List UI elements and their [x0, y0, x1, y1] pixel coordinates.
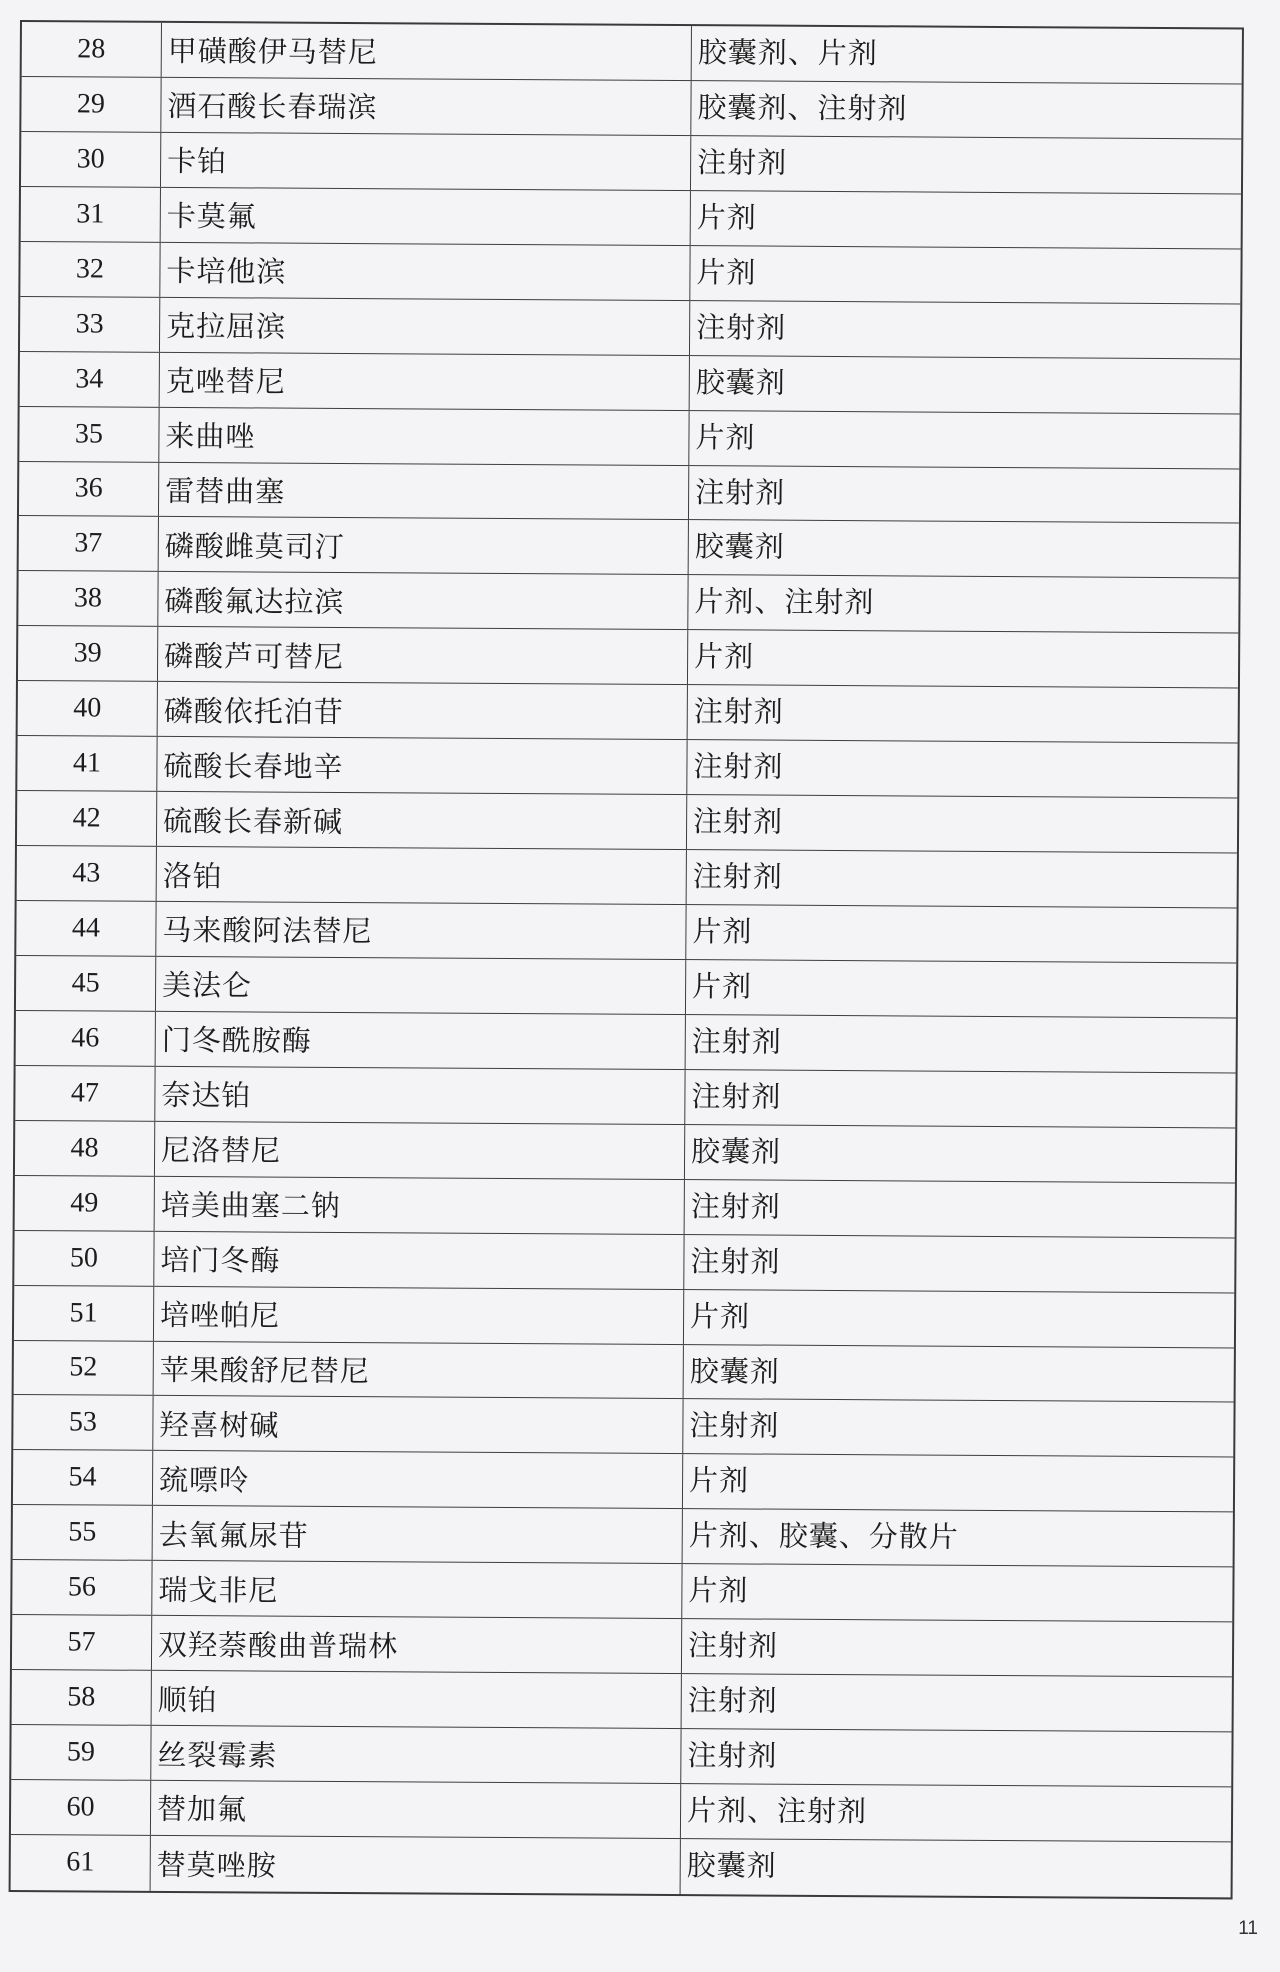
dosage-form-cell: 胶囊剂: [689, 1353, 780, 1389]
table-row: [17, 791, 1237, 853]
row-number-cell: 31: [21, 187, 161, 242]
table-row: [12, 1615, 1232, 1677]
dosage-form-cell: 注射剂: [690, 1188, 781, 1224]
drug-name-cell: 去氧氟尿苷: [153, 1506, 683, 1563]
drug-name-cell: 顺铂: [152, 1671, 682, 1728]
dosage-form-cell: 片剂、注射剂: [694, 584, 875, 620]
row-number-cell: 49: [15, 1176, 155, 1231]
row-number-cell: 51: [14, 1286, 154, 1341]
dosage-form-cell: 注射剂: [687, 1683, 778, 1718]
dosage-form-cell: 胶囊剂、片剂: [697, 35, 878, 71]
table-row: [21, 77, 1241, 139]
row-number-cell: 50: [14, 1231, 154, 1286]
drug-name-cell: 磷酸芦可替尼: [158, 627, 688, 684]
row-number-cell: 36: [19, 462, 159, 517]
dosage-form-cell: 注射剂: [693, 804, 784, 839]
drug-name-cell: 卡铂: [161, 133, 691, 190]
row-number-cell: 32: [20, 242, 160, 297]
dosage-form-cell: 胶囊剂: [691, 1133, 782, 1169]
row-number-cell: 53: [13, 1395, 153, 1450]
row-number-cell: 55: [13, 1505, 153, 1560]
table-row: [11, 1835, 1231, 1897]
table-row: [15, 1066, 1235, 1128]
drug-name-cell: 洛铂: [157, 847, 687, 904]
row-number-cell: 33: [20, 297, 160, 352]
row-number-cell: 46: [16, 1011, 156, 1066]
table-row: [13, 1505, 1233, 1567]
drug-name-cell: 瑞戈非尼: [152, 1561, 682, 1618]
dosage-form-cell: 胶囊剂: [695, 364, 786, 400]
drug-name-cell: 克唑替尼: [160, 352, 690, 409]
table-row: [15, 1176, 1235, 1238]
row-number-cell: 29: [21, 77, 161, 132]
table-row: [14, 1231, 1234, 1293]
drug-table: [9, 20, 1244, 1899]
drug-name-cell: 替莫唑胺: [151, 1836, 681, 1894]
row-number-cell: 34: [20, 352, 160, 407]
drug-name-cell: 巯嘌呤: [153, 1451, 683, 1508]
dosage-form-cell: 片剂: [692, 914, 753, 949]
drug-name-cell: 美法仑: [156, 957, 686, 1014]
dosage-form-cell: 注射剂: [691, 1078, 782, 1114]
dosage-form-cell: 片剂: [688, 1573, 749, 1608]
table-row: [15, 1121, 1235, 1183]
page-number: 11: [1238, 1918, 1258, 1939]
dosage-form-cell: 片剂、注射剂: [686, 1793, 868, 1829]
row-number-cell: 56: [12, 1560, 152, 1615]
row-number-cell: 47: [15, 1066, 155, 1121]
drug-name-cell: 门冬酰胺酶: [156, 1012, 686, 1069]
table-row: [12, 1560, 1232, 1622]
drug-name-cell: 甲磺酸伊马替尼: [162, 23, 692, 80]
row-number-cell: 48: [15, 1121, 155, 1176]
dosage-form-cell: 片剂: [692, 969, 753, 1004]
drug-name-cell: 丝裂霉素: [151, 1726, 681, 1783]
table-row: [13, 1395, 1233, 1457]
dosage-form-cell: 注射剂: [689, 1408, 780, 1444]
drug-name-cell: 苹果酸舒尼替尼: [154, 1341, 684, 1398]
table-row: [14, 1286, 1234, 1348]
table-row: [13, 1450, 1233, 1512]
table-row: [21, 187, 1241, 249]
drug-name-cell: 酒石酸长春瑞滨: [161, 78, 691, 135]
row-number-cell: 52: [14, 1340, 154, 1395]
drug-name-cell: 来曲唑: [159, 407, 689, 464]
drug-name-cell: 克拉屈滨: [160, 298, 690, 355]
dosage-form-cell: 注射剂: [692, 859, 783, 894]
dosage-form-cell: 胶囊剂: [686, 1848, 777, 1883]
drug-name-cell: 双羟萘酸曲普瑞林: [152, 1616, 682, 1673]
drug-name-cell: 尼洛替尼: [155, 1122, 685, 1179]
table-row: [11, 1725, 1231, 1787]
table-row: [16, 901, 1236, 963]
drug-name-cell: 培门冬酶: [154, 1231, 684, 1288]
dosage-form-cell: 片剂: [688, 1463, 750, 1498]
table-row: [20, 352, 1240, 414]
table-row: [22, 22, 1242, 84]
dosage-form-cell: 注射剂: [687, 1738, 778, 1773]
dosage-form-cell: 片剂: [695, 419, 756, 455]
drug-name-cell: 奈达铂: [155, 1067, 685, 1124]
table-row: [11, 1780, 1231, 1842]
drug-name-cell: 硫酸长春新碱: [157, 792, 687, 849]
table-row: [14, 1340, 1234, 1402]
drug-name-cell: 卡培他滨: [160, 243, 690, 300]
dosage-form-cell: 片剂: [696, 254, 757, 290]
row-number-cell: 30: [21, 132, 161, 187]
table-row: [17, 736, 1237, 798]
table-row: [18, 681, 1238, 743]
drug-name-cell: 磷酸雌莫司汀: [159, 517, 689, 574]
dosage-form-cell: 注射剂: [695, 474, 786, 510]
dosage-form-cell: 注射剂: [693, 749, 784, 784]
drug-name-cell: 羟喜树碱: [153, 1396, 683, 1453]
drug-name-cell: 卡莫氟: [161, 188, 691, 245]
dosage-form-cell: 片剂: [689, 1298, 751, 1334]
row-number-cell: 45: [16, 956, 156, 1011]
row-number-cell: 59: [11, 1725, 151, 1780]
row-number-cell: 44: [16, 901, 156, 956]
row-number-cell: 54: [13, 1450, 153, 1505]
table-row: [18, 571, 1238, 633]
dosage-form-cell: 注射剂: [697, 145, 788, 180]
dosage-form-cell: 注射剂: [693, 694, 784, 729]
table-row: [18, 626, 1238, 688]
dosage-form-cell: 注射剂: [687, 1628, 779, 1663]
table-row: [19, 462, 1239, 524]
row-number-cell: 57: [12, 1615, 152, 1670]
drug-name-cell: 磷酸氟达拉滨: [158, 572, 688, 629]
row-number-cell: 61: [11, 1835, 151, 1891]
table-row: [16, 1011, 1236, 1073]
dosage-form-cell: 片剂、胶囊、分散片: [688, 1518, 959, 1555]
row-number-cell: 28: [22, 22, 162, 77]
drug-name-cell: 硫酸长春地辛: [157, 737, 687, 794]
table-row: [12, 1670, 1232, 1732]
table-row: [21, 132, 1241, 194]
dosage-form-cell: 注射剂: [696, 309, 787, 345]
row-number-cell: 60: [11, 1780, 151, 1835]
table-row: [17, 846, 1237, 908]
table-row: [20, 242, 1240, 304]
table-row: [19, 407, 1239, 469]
row-number-cell: 38: [18, 571, 158, 626]
row-number-cell: 39: [18, 626, 158, 681]
row-number-cell: 43: [17, 846, 157, 901]
drug-name-cell: 培唑帕尼: [154, 1286, 684, 1343]
row-number-cell: 41: [17, 736, 157, 791]
dosage-form-cell: 胶囊剂: [694, 529, 785, 565]
table-row: [16, 956, 1236, 1018]
drug-name-cell: 雷替曲塞: [159, 462, 689, 519]
dosage-form-cell: 注射剂: [691, 1023, 782, 1059]
dosage-form-cell: 片剂: [694, 639, 755, 674]
drug-name-cell: 培美曲塞二钠: [155, 1177, 685, 1234]
table-row: [19, 516, 1239, 578]
drug-name-cell: 磷酸依托泊苷: [158, 682, 688, 739]
drug-name-cell: 替加氟: [151, 1781, 681, 1838]
row-number-cell: 35: [19, 407, 159, 462]
row-number-cell: 40: [18, 681, 158, 736]
row-number-cell: 58: [12, 1670, 152, 1725]
row-number-cell: 37: [19, 516, 159, 571]
table-row: [20, 297, 1240, 359]
dosage-form-cell: 胶囊剂、注射剂: [697, 90, 908, 126]
drug-name-cell: 马来酸阿法替尼: [156, 902, 686, 959]
dosage-form-cell: 注射剂: [690, 1243, 781, 1279]
dosage-form-cell: 片剂: [696, 199, 757, 235]
row-number-cell: 42: [17, 791, 157, 846]
